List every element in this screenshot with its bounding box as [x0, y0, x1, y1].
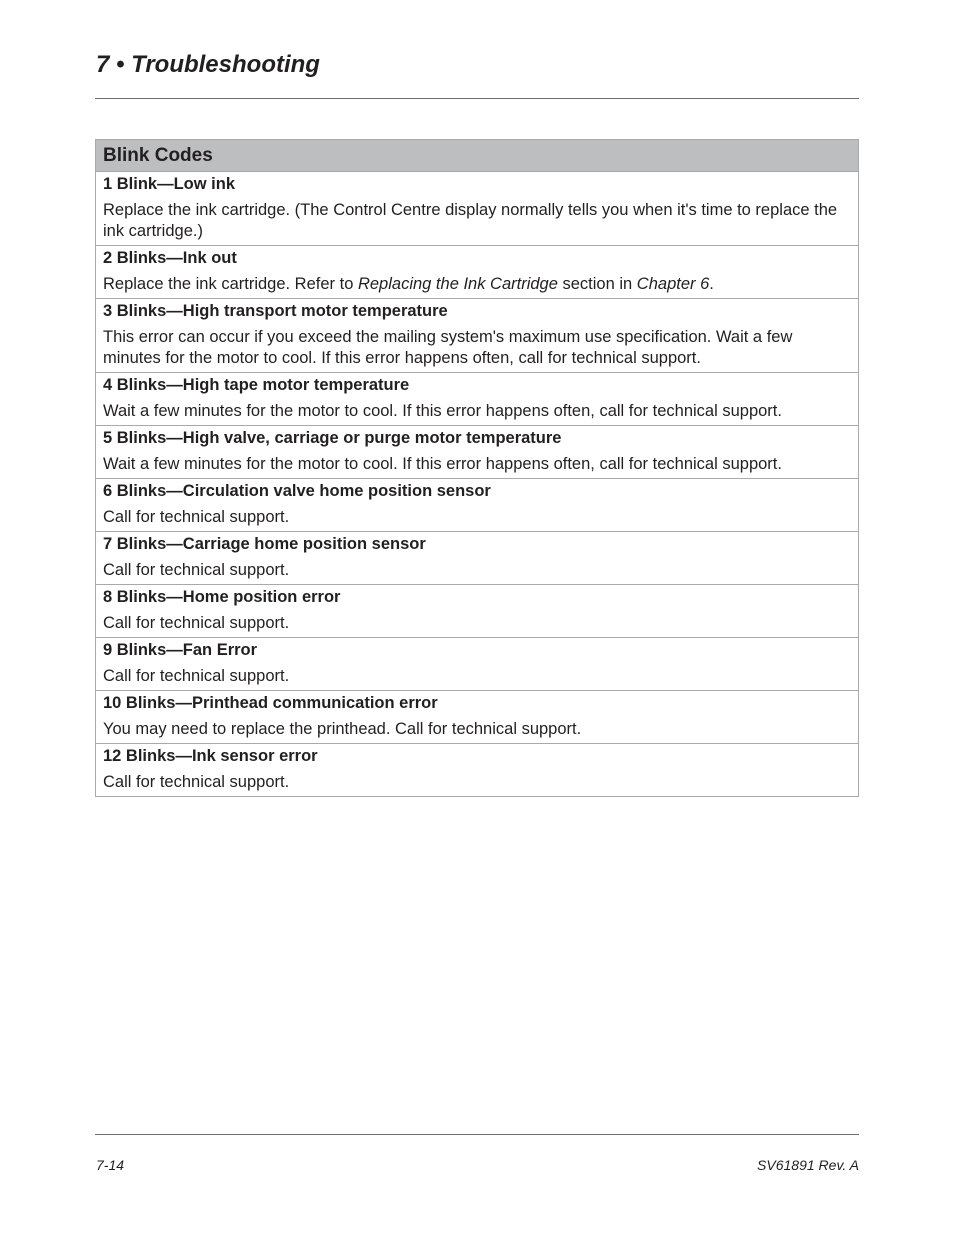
- blink-code-description: Call for technical support.: [103, 508, 290, 526]
- chapter-reference: Chapter 6: [636, 275, 710, 293]
- blink-code-description: Wait a few minutes for the motor to cool. If this error happens often, call for technical support.: [103, 402, 782, 420]
- blink-code-description: Replace the ink cartridge. (The Control Centre display normally tells you when it's time to replace the ink cartridge.): [103, 201, 838, 240]
- blink-code-description: Call for technical support.: [103, 773, 290, 791]
- table-row: [96, 245, 858, 298]
- blink-code-title: 12 Blinks—Ink sensor error: [103, 747, 318, 765]
- blink-codes-table: [95, 139, 859, 797]
- blink-code-description: Call for technical support.: [103, 667, 290, 685]
- blink-code-title: 7 Blinks—Carriage home position sensor: [103, 535, 426, 553]
- chapter-title: 7 • Troubleshooting: [96, 51, 320, 78]
- header-divider: [95, 98, 859, 99]
- page-number: 7-14: [96, 1157, 125, 1173]
- description-text: .: [709, 275, 714, 293]
- table-row: [96, 531, 858, 584]
- description-text: section in: [557, 275, 637, 293]
- blink-code-title: 1 Blink—Low ink: [103, 175, 236, 193]
- table-title: Blink Codes: [96, 140, 858, 172]
- blink-code-title: 6 Blinks—Circulation valve home position sensor: [103, 482, 491, 500]
- table-row: [96, 690, 858, 743]
- blink-code-title: 8 Blinks—Home position error: [103, 588, 341, 606]
- table-row: [96, 298, 858, 372]
- document-id: SV61891 Rev. A: [757, 1157, 859, 1173]
- table-row: [96, 372, 858, 425]
- blink-code-description: You may need to replace the printhead. Call for technical support.: [103, 720, 582, 738]
- table-row: [96, 743, 858, 796]
- blink-code-title: 2 Blinks—Ink out: [103, 249, 237, 267]
- table-row: [96, 584, 858, 637]
- blink-code-title: 4 Blinks—High tape motor temperature: [103, 376, 410, 394]
- blink-code-title: 9 Blinks—Fan Error: [103, 641, 258, 659]
- blink-code-description: [103, 274, 851, 295]
- blink-code-description: This error can occur if you exceed the mailing system's maximum use specification. Wait a few minutes for the motor to cool. If this error happens often, call for technical support.: [103, 328, 793, 367]
- table-row: [96, 637, 858, 690]
- section-reference: Replacing the Ink Cartridge: [357, 275, 558, 293]
- blink-code-description: Wait a few minutes for the motor to cool. If this error happens often, call for technical support.: [103, 455, 782, 473]
- table-row: [96, 478, 858, 531]
- description-text: Replace the ink cartridge. Refer to: [103, 275, 358, 293]
- footer-divider: [95, 1134, 859, 1135]
- blink-code-title: 5 Blinks—High valve, carriage or purge motor temperature: [103, 429, 562, 447]
- blink-code-description: Call for technical support.: [103, 614, 290, 632]
- table-row: [96, 172, 858, 245]
- blink-code-title: 3 Blinks—High transport motor temperature: [103, 302, 448, 320]
- blink-code-description: Call for technical support.: [103, 561, 290, 579]
- table-row: [96, 425, 858, 478]
- blink-code-title: 10 Blinks—Printhead communication error: [103, 694, 438, 712]
